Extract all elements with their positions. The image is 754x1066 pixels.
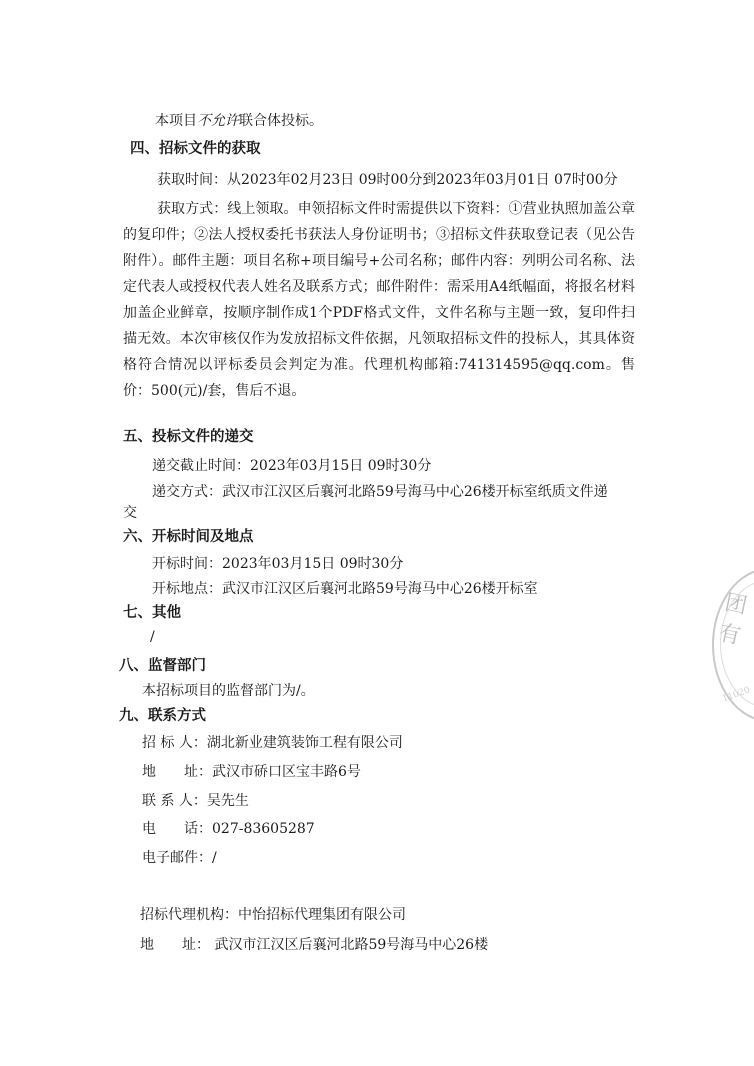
note-prefix: 本项目 (155, 113, 197, 129)
agency-address-row (140, 935, 488, 955)
agency-value: 中怡招标代理集团有限公司 (238, 907, 406, 923)
tenderer-label: 招 标 人： (142, 735, 207, 751)
address-value: 武汉市硚口区宝丰路6号 (212, 764, 361, 780)
obtain-method: 获取方式：线上领取。申领招标文件时需提供以下资料：①营业执照加盖公章的复印件；②法人授权委托书获法人身份证明书；③招标文件获取登记表（见公告附件）。邮件主题：项目名称+项目编号+公司名称；邮件内容：列明公司名称、法定代表人或授权代表人姓名及联系方式；邮件附件：需采用A4纸幅面，将报名材料加盖企业鲜章，按顺序制作成1个PDF格式文件，文件名称与主题一致，复印件扫描无效。本次审核仅作为发放招标文件依据，凡领取招标文件的投标人，其具体资格符合情况以评标委员会判定为准。代理机构邮箱:741314595@qq.com。售价：500(元)/套，售后不退。 (123, 201, 635, 399)
section-9-heading: 九、联系方式 (119, 707, 206, 724)
section-8-heading: 八、监督部门 (119, 657, 206, 674)
submit-method-cont: 交 (123, 505, 137, 521)
section-6-heading: 六、开标时间及地点 (123, 528, 254, 545)
seal-number: 11020 (721, 685, 752, 705)
agency-label: 招标代理机构： (140, 907, 238, 923)
phone-row (142, 819, 315, 839)
phone-value: 027-83605287 (212, 821, 315, 837)
contact-row (142, 791, 249, 811)
opening-place: 开标地点：武汉市江汉区后襄河北路59号海马中心26楼开标室 (152, 581, 538, 597)
bid-consortium-note (155, 111, 323, 131)
submit-method: 递交方式：武汉市江汉区后襄河北路59号海马中心26楼开标室纸质文件递 (152, 484, 608, 500)
note-italic: 不允许 (197, 113, 239, 129)
section-7-heading: 七、其他 (123, 604, 181, 621)
address-row (142, 762, 361, 782)
opening-time: 开标时间：2023年03月15日 09时30分 (152, 556, 404, 572)
contact-label: 联 系 人： (142, 793, 207, 809)
email-row (142, 848, 217, 868)
agency-address-value: 武汉市江汉区后襄河北路59号海马中心26楼 (214, 937, 489, 953)
section-5-heading: 五、投标文件的递交 (123, 428, 254, 445)
supervision-content: 本招标项目的监督部门为/。 (142, 683, 315, 699)
submit-deadline: 递交截止时间：2023年03月15日 09时30分 (152, 458, 432, 474)
tenderer-row (142, 733, 403, 753)
seal-text: 团有 (716, 590, 750, 650)
address-label: 地 址： (142, 764, 212, 780)
tenderer-value: 湖北新业建筑装饰工程有限公司 (206, 735, 403, 751)
agency-row (140, 905, 406, 925)
agency-address-label: 地 址： (140, 937, 210, 953)
other-content: / (150, 629, 155, 645)
email-label: 电子邮件： (142, 850, 212, 866)
section-4-heading: 四、招标文件的获取 (130, 140, 261, 157)
phone-label: 电 话： (142, 821, 212, 837)
email-value: / (212, 850, 217, 866)
contact-value: 吴先生 (206, 793, 249, 809)
obtain-time: 获取时间：从2023年02月23日 09时00分到2023年03月01日 07时00分 (157, 172, 618, 188)
note-suffix: 联合体投标。 (239, 113, 323, 129)
